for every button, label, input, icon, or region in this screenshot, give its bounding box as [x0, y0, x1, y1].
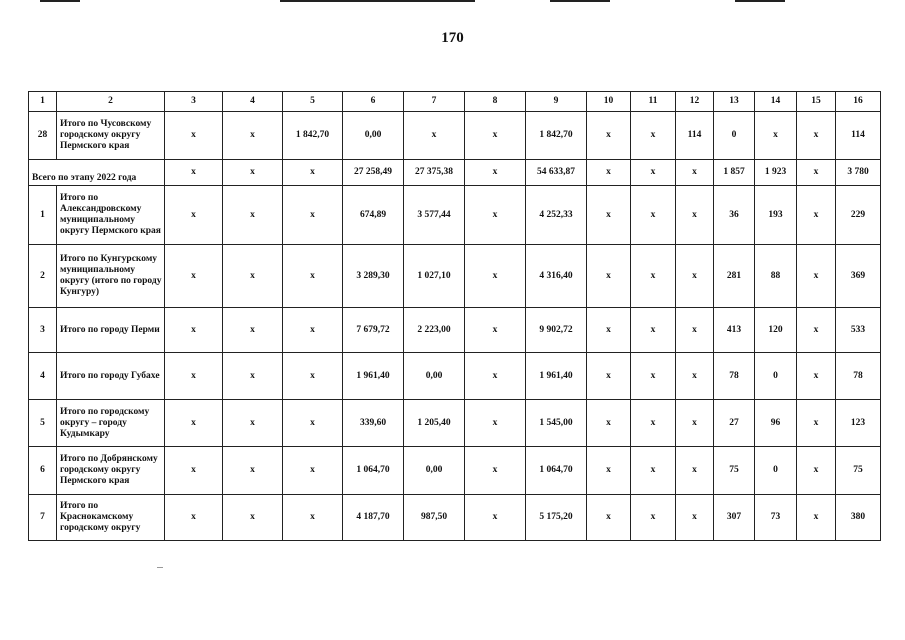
table-cell: х	[283, 308, 343, 353]
table-cell: х	[587, 160, 631, 186]
table-cell: х	[283, 447, 343, 495]
column-header: 2	[57, 92, 165, 112]
table-cell: 3 289,30	[343, 245, 404, 308]
table-cell: х	[797, 160, 836, 186]
row-number: 4	[29, 353, 57, 400]
table-cell: х	[283, 160, 343, 186]
top-edge-line-center	[280, 0, 475, 2]
table-cell: 1 842,70	[526, 112, 587, 160]
column-header: 6	[343, 92, 404, 112]
table-cell: х	[797, 308, 836, 353]
table-cell: 380	[836, 495, 881, 541]
table-cell: 413	[714, 308, 755, 353]
table-cell: 78	[836, 353, 881, 400]
table-cell: 674,89	[343, 186, 404, 245]
table-cell: 120	[755, 308, 797, 353]
table-cell: 229	[836, 186, 881, 245]
table-row	[29, 308, 881, 353]
table-cell: 75	[836, 447, 881, 495]
table-cell: х	[223, 353, 283, 400]
table-cell: х	[465, 447, 526, 495]
table-cell: х	[165, 495, 223, 541]
table-cell: 281	[714, 245, 755, 308]
table-cell: х	[223, 112, 283, 160]
column-header: 16	[836, 92, 881, 112]
row-number: 2	[29, 245, 57, 308]
table-cell: х	[797, 447, 836, 495]
table-cell: 0,00	[404, 353, 465, 400]
column-header: 10	[587, 92, 631, 112]
table-cell: 987,50	[404, 495, 465, 541]
row-number: 28	[29, 112, 57, 160]
table-row	[29, 400, 881, 447]
table-cell: х	[797, 400, 836, 447]
row-name: Итого по городу Перми	[57, 308, 165, 353]
table-cell: х	[797, 245, 836, 308]
table-cell: х	[587, 245, 631, 308]
table-cell: 193	[755, 186, 797, 245]
table-cell: х	[165, 353, 223, 400]
total-row	[29, 160, 881, 186]
table-cell: 4 187,70	[343, 495, 404, 541]
table-header-row	[29, 92, 881, 112]
table-cell: х	[676, 495, 714, 541]
table-cell: 75	[714, 447, 755, 495]
table-cell: 54 633,87	[526, 160, 587, 186]
table-cell: х	[755, 112, 797, 160]
table-cell: х	[165, 308, 223, 353]
table-cell: 339,60	[343, 400, 404, 447]
column-header: 9	[526, 92, 587, 112]
row-name: Итого по Краснокамскому городскому округу	[57, 495, 165, 541]
table-cell: х	[165, 447, 223, 495]
table-cell: х	[283, 186, 343, 245]
table-cell: 0	[714, 112, 755, 160]
table-cell: х	[631, 112, 676, 160]
table-cell: 27 258,49	[343, 160, 404, 186]
column-header: 11	[631, 92, 676, 112]
table-cell: х	[631, 353, 676, 400]
top-edge-line-left	[40, 0, 80, 2]
table-cell: х	[465, 160, 526, 186]
table-cell: х	[465, 353, 526, 400]
column-header: 14	[755, 92, 797, 112]
table-cell: х	[165, 112, 223, 160]
table-cell: х	[676, 308, 714, 353]
column-header: 4	[223, 92, 283, 112]
table-cell: х	[165, 160, 223, 186]
table-cell: 1 923	[755, 160, 797, 186]
table-row	[29, 353, 881, 400]
column-header: 8	[465, 92, 526, 112]
table-row	[29, 186, 881, 245]
top-edge-line-right	[550, 0, 610, 2]
table-cell: 4 252,33	[526, 186, 587, 245]
table-cell: х	[283, 495, 343, 541]
table-row	[29, 447, 881, 495]
table-cell: х	[223, 186, 283, 245]
table-cell: х	[631, 495, 676, 541]
table-cell: 0,00	[404, 447, 465, 495]
table-cell: 369	[836, 245, 881, 308]
table-cell: х	[223, 245, 283, 308]
row-number: 5	[29, 400, 57, 447]
row-name: Итого по Александровскому муниципальному округу Пермского края	[57, 186, 165, 245]
table-cell: 36	[714, 186, 755, 245]
table-cell: х	[587, 186, 631, 245]
table-cell: х	[165, 186, 223, 245]
table-cell: 1 205,40	[404, 400, 465, 447]
table-cell: х	[465, 308, 526, 353]
table-cell: х	[587, 447, 631, 495]
row-number: 6	[29, 447, 57, 495]
table-cell: х	[797, 495, 836, 541]
column-header: 12	[676, 92, 714, 112]
table-cell: 1 961,40	[526, 353, 587, 400]
table-cell: 1 064,70	[526, 447, 587, 495]
table-cell: х	[223, 160, 283, 186]
table-row	[29, 112, 881, 160]
row-name: Итого по городу Губахе	[57, 353, 165, 400]
table-cell: 0	[755, 447, 797, 495]
table-cell: 307	[714, 495, 755, 541]
table-cell: х	[283, 400, 343, 447]
table-cell: 533	[836, 308, 881, 353]
table-cell: х	[587, 308, 631, 353]
scan-mark	[157, 567, 163, 568]
table-cell: х	[165, 245, 223, 308]
table-cell: 0,00	[343, 112, 404, 160]
table-cell: х	[676, 447, 714, 495]
table-cell: х	[797, 186, 836, 245]
column-header: 13	[714, 92, 755, 112]
table-cell: х	[676, 400, 714, 447]
column-header: 15	[797, 92, 836, 112]
table-cell: 1 961,40	[343, 353, 404, 400]
table-cell: х	[223, 400, 283, 447]
table-cell: 3 577,44	[404, 186, 465, 245]
table-cell: х	[283, 245, 343, 308]
table-cell: х	[465, 186, 526, 245]
table-cell: х	[223, 447, 283, 495]
table-cell: х	[587, 400, 631, 447]
table-cell: 5 175,20	[526, 495, 587, 541]
table-row	[29, 495, 881, 541]
table-cell: х	[631, 308, 676, 353]
row-number: 3	[29, 308, 57, 353]
row-name: Итого по городскому округу – городу Кудымкару	[57, 400, 165, 447]
table-cell: 4 316,40	[526, 245, 587, 308]
table-cell: х	[631, 400, 676, 447]
table-cell: х	[404, 112, 465, 160]
table-cell: х	[465, 400, 526, 447]
table-cell: х	[797, 112, 836, 160]
table-cell: х	[631, 447, 676, 495]
row-name: Итого по Кунгурскому муниципальному округу (итого по городу Кунгуру)	[57, 245, 165, 308]
table-cell: 73	[755, 495, 797, 541]
row-name: Итого по Добрянскому городскому округу Пермского края	[57, 447, 165, 495]
table-cell: 7 679,72	[343, 308, 404, 353]
table-cell: х	[631, 160, 676, 186]
table-cell: 114	[836, 112, 881, 160]
table-cell: 114	[676, 112, 714, 160]
table-cell: 27 375,38	[404, 160, 465, 186]
table-cell: х	[465, 112, 526, 160]
data-table	[28, 91, 881, 541]
row-number: 7	[29, 495, 57, 541]
table-cell: х	[465, 495, 526, 541]
table-cell: 123	[836, 400, 881, 447]
column-header: 3	[165, 92, 223, 112]
table-cell: 96	[755, 400, 797, 447]
top-edge-line-far-right	[735, 0, 785, 2]
table-cell: 1 027,10	[404, 245, 465, 308]
table-cell: х	[587, 495, 631, 541]
table-cell: х	[283, 353, 343, 400]
column-header: 5	[283, 92, 343, 112]
table-cell: х	[631, 186, 676, 245]
page-number: 170	[441, 30, 464, 46]
table-cell: 1 064,70	[343, 447, 404, 495]
total-label: Всего по этапу 2022 года	[29, 160, 165, 186]
table-cell: х	[797, 353, 836, 400]
table-cell: х	[223, 308, 283, 353]
table-cell: х	[676, 353, 714, 400]
row-number: 1	[29, 186, 57, 245]
table-cell: 88	[755, 245, 797, 308]
column-header: 7	[404, 92, 465, 112]
row-name: Итого по Чусовскому городскому округу Пермского края	[57, 112, 165, 160]
table-cell: х	[587, 353, 631, 400]
table-cell: 9 902,72	[526, 308, 587, 353]
table-cell: х	[676, 245, 714, 308]
table-cell: х	[676, 160, 714, 186]
table-cell: х	[223, 495, 283, 541]
table-cell: х	[465, 245, 526, 308]
table-cell: 1 857	[714, 160, 755, 186]
table-cell: х	[631, 245, 676, 308]
table-cell: х	[676, 186, 714, 245]
table-cell: 1 842,70	[283, 112, 343, 160]
table-cell: 27	[714, 400, 755, 447]
table-row	[29, 245, 881, 308]
table-cell: 0	[755, 353, 797, 400]
table-cell: 78	[714, 353, 755, 400]
table-cell: х	[165, 400, 223, 447]
column-header: 1	[29, 92, 57, 112]
table-cell: 3 780	[836, 160, 881, 186]
table-cell: х	[587, 112, 631, 160]
table-cell: 1 545,00	[526, 400, 587, 447]
table-cell: 2 223,00	[404, 308, 465, 353]
